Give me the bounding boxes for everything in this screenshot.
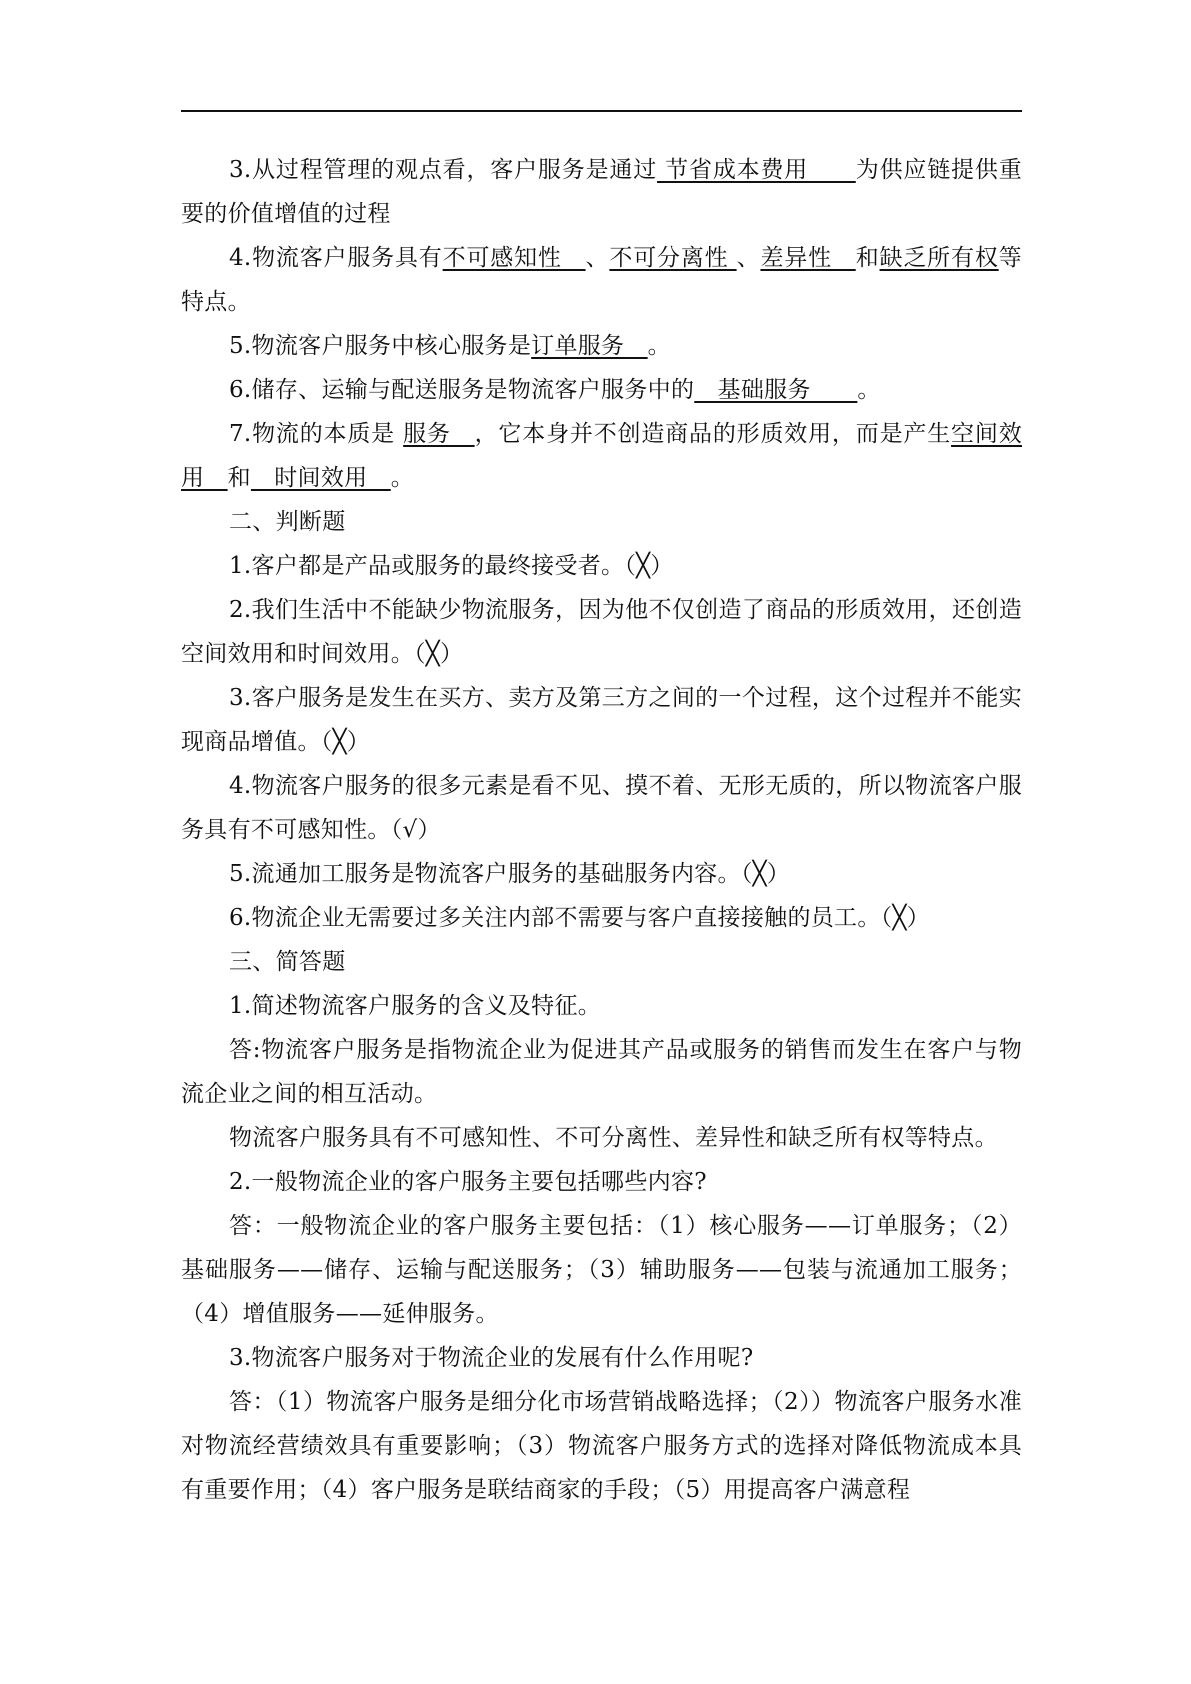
fill-in-item	[181, 324, 1022, 368]
header-rule	[181, 110, 1022, 112]
short-answer-text: 物流客户服务具有不可感知性、不可分离性、差异性和缺乏所有权等特点。	[229, 1125, 998, 1151]
question-text: 、	[585, 245, 610, 271]
question-text: 等特点。	[181, 245, 1022, 315]
answer-blank: 基础服务	[694, 377, 858, 403]
question-text: 。	[857, 377, 881, 403]
answer-blank: 时间效用	[250, 465, 391, 491]
question-text: ，它本身并不创造商品的形质效用，而是产生	[474, 421, 952, 447]
answer-blank: 服务	[403, 421, 475, 447]
answer-blank: 缺乏所有权	[879, 245, 999, 271]
judgment-item: 4.物流客户服务的很多元素是看不见、摸不着、无形无质的，所以物流客户服务具有不可感知性。（√）	[181, 773, 1022, 843]
answer-blank: 差异性	[760, 245, 856, 271]
question-text: 为供应链提供重要的价值增值的过程	[181, 157, 1022, 227]
document-body	[181, 148, 1022, 1512]
short-answer-question: 3.物流客户服务对于物流企业的发展有什么作用呢?	[229, 1345, 754, 1371]
question-text: 。	[390, 465, 415, 491]
answer-blank: 空间效用	[181, 421, 1022, 491]
fill-in-item	[181, 412, 1022, 500]
judgment-item: 3.客户服务是发生在买方、卖方及第三方之间的一个过程，这个过程并不能实现商品增值。（╳）	[181, 685, 1022, 755]
answer-blank: 不可感知性	[442, 245, 586, 271]
question-text: 7.物流的本质是	[229, 421, 404, 447]
fill-in-item	[181, 148, 1022, 236]
judgment-item: 6.物流企业无需要过多关注内部不需要与客户直接接触的员工。（╳）	[229, 905, 930, 931]
judgment-item: 1.客户都是产品或服务的最终接受者。（╳）	[229, 553, 674, 579]
question-text: 5.物流客户服务中核心服务是	[229, 333, 532, 359]
short-answer-text: 答：（1）物流客户服务是细分化市场营销战略选择；（2））物流客户服务水准对物流经营绩效具有重要影响；（3）物流客户服务方式的选择对降低物流成本具有重要作用；（4）客户服务是联结商家的手段；（5）用提高客户满意程	[181, 1389, 1022, 1503]
short-answer-text: 答：一般物流企业的客户服务主要包括：（1）核心服务——订单服务；（2）基础服务——储存、运输与配送服务；（3）辅助服务——包装与流通加工服务；（4）增值服务——延伸服务。	[181, 1213, 1022, 1327]
answer-blank: 订单服务	[531, 333, 648, 359]
short-answer-text: 答:物流客户服务是指物流企业为促进其产品或服务的销售而发生在客户与物流企业之间的相互活动。	[181, 1037, 1022, 1107]
fill-in-item	[181, 368, 1022, 412]
section-heading-short-answer: 三、简答题	[229, 949, 346, 975]
fill-in-questions	[181, 148, 1022, 500]
fill-in-item	[181, 236, 1022, 324]
question-text: 和	[227, 465, 251, 491]
question-text: 4.物流客户服务具有	[229, 245, 443, 271]
short-answer-questions	[181, 984, 1022, 1512]
judgment-item: 2.我们生活中不能缺少物流服务，因为他不仅创造了商品的形质效用，还创造空间效用和时间效用。（╳）	[181, 597, 1022, 667]
question-text: 6.储存、运输与配送服务是物流客户服务中的	[229, 377, 695, 403]
question-text: 3.从过程管理的观点看，客户服务是通过	[229, 157, 658, 183]
judgment-item: 5.流通加工服务是物流客户服务的基础服务内容。（╳）	[229, 861, 791, 887]
short-answer-question: 1.简述物流客户服务的含义及特征。	[229, 993, 602, 1019]
question-text: 。	[647, 333, 671, 359]
question-text: 、	[736, 245, 761, 271]
answer-blank: 不可分离性	[609, 245, 737, 271]
judgment-questions	[181, 544, 1022, 940]
answer-blank: 节省成本费用	[657, 157, 856, 183]
short-answer-question: 2.一般物流企业的客户服务主要包括哪些内容?	[229, 1169, 707, 1195]
section-heading-judgment: 二、判断题	[229, 509, 346, 535]
question-text: 和	[855, 245, 880, 271]
